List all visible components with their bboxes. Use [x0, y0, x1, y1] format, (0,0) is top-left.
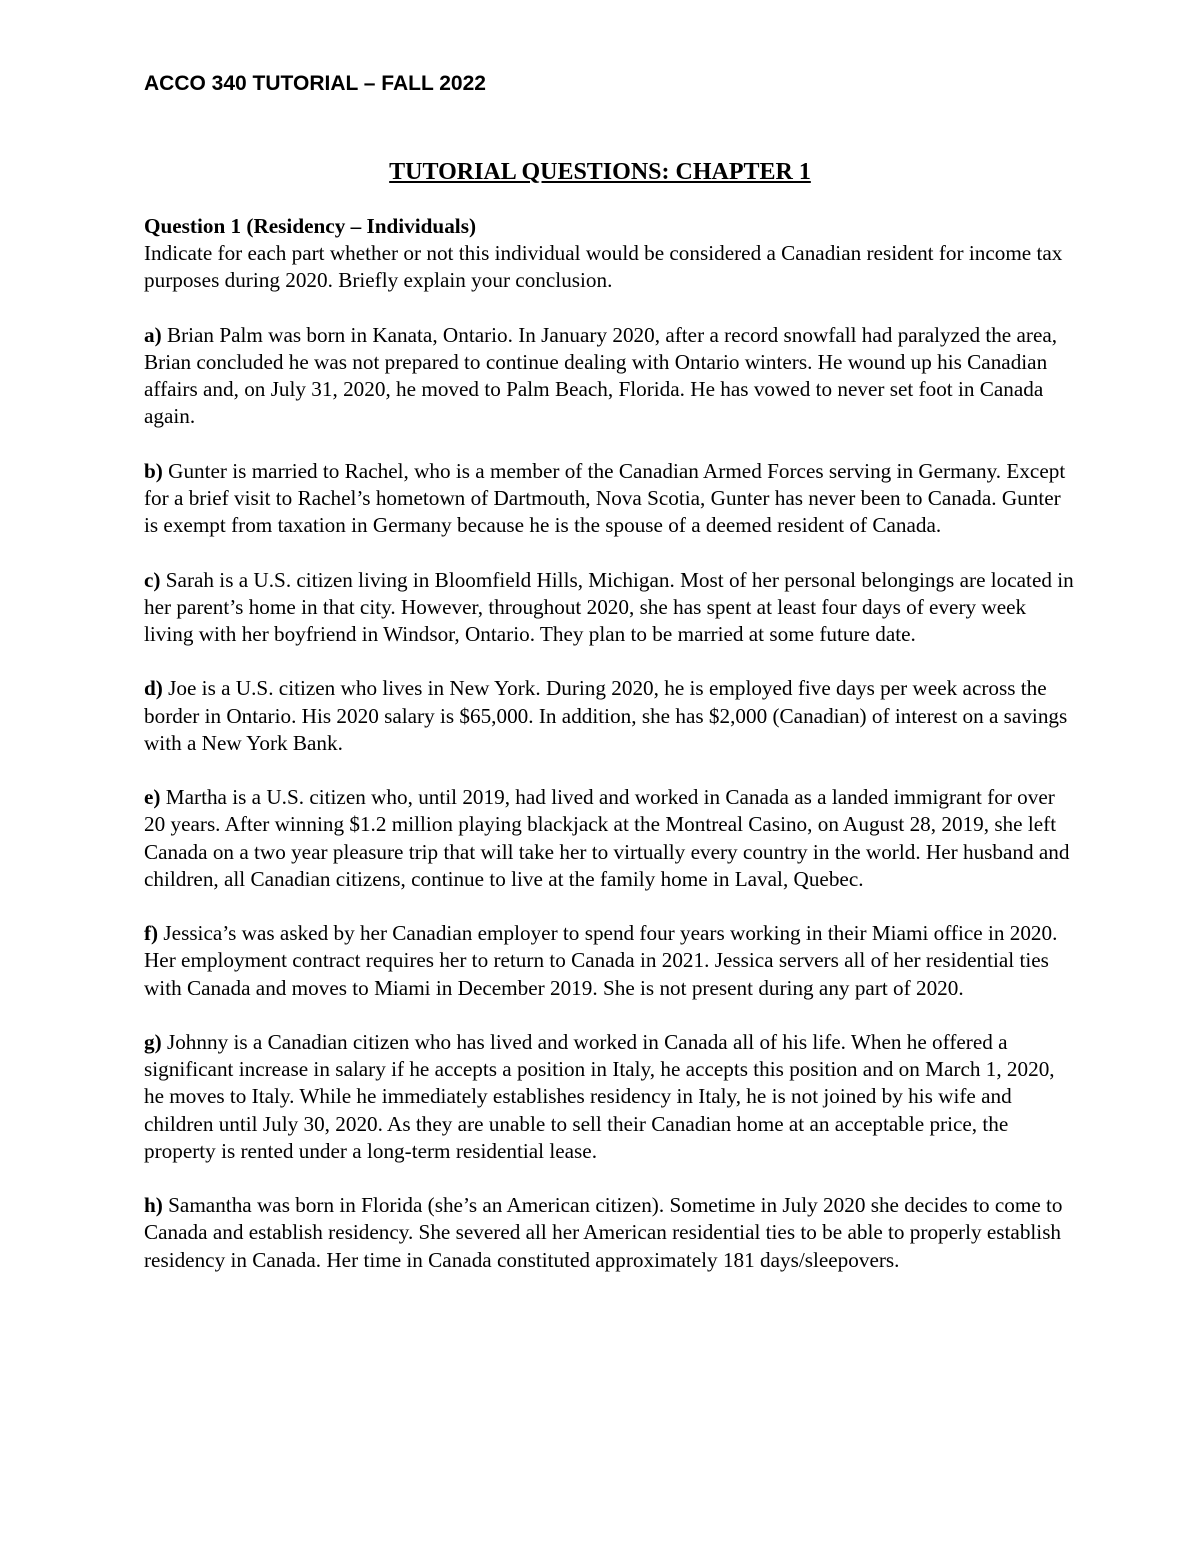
part-text: Johnny is a Canadian citizen who has lived and worked in Canada all of his life. When he offered a significant increase in salary if he accepts a position in Italy, he accepts this position and on March 1, 2020, he moves to Italy. While he immediately establishes residency in Italy, he is not joined by his wife and children until July 30, 2020. As they are unable to sell their Canadian home at an acceptable price, the property is rented under a long-term residential lease.: [144, 1029, 1055, 1163]
document-body: [144, 213, 1074, 1301]
part-label: b): [144, 458, 163, 483]
part-text: Brian Palm was born in Kanata, Ontario. In January 2020, after a record snowfall had paralyzed the area, Brian concluded he was not prepared to continue dealing with Ontario winters. He wound up his Canadian affairs and, on July 31, 2020, he moved to Palm Beach, Florida. He has vowed to never set foot in Canada again.: [144, 322, 1058, 429]
part-text: Samantha was born in Florida (she’s an American citizen). Sometime in July 2020 she decides to come to Canada and establish residency. She severed all her American residential ties to be able to properly establish residency in Canada. Her time in Canada constituted approximately 181 days/sleepovers.: [144, 1193, 1063, 1272]
part-h: [144, 1192, 1074, 1274]
course-header: ACCO 340 TUTORIAL – FALL 2022: [144, 72, 486, 95]
part-label: g): [144, 1029, 162, 1054]
part-text: Sarah is a U.S. citizen living in Bloomfield Hills, Michigan. Most of her personal belongings are located in her parent’s home in that city. However, throughout 2020, she has spent at least four days of every week living with her boyfriend in Windsor, Ontario. They plan to be married at some future date.: [144, 567, 1074, 646]
question-block: [144, 213, 1074, 295]
part-a: [144, 322, 1074, 431]
part-label: f): [144, 921, 159, 946]
part-f: [144, 920, 1074, 1002]
part-label: c): [144, 567, 161, 592]
part-g: [144, 1029, 1074, 1165]
question-heading: Question 1 (Residency – Individuals): [144, 214, 476, 238]
part-e: [144, 784, 1074, 893]
part-label: e): [144, 785, 161, 810]
part-c: [144, 567, 1074, 649]
part-text: Martha is a U.S. citizen who, until 2019, had lived and worked in Canada as a landed immigrant for over 20 years. After winning $1.2 million playing blackjack at the Montreal Casino, on August 28, 2019, she left Canada on a two year pleasure trip that will take her to virtually every country in the world. Her husband and children, all Canadian citizens, continue to live at the family home in Laval, Quebec.: [144, 785, 1070, 891]
part-label: a): [144, 322, 162, 347]
part-b: [144, 458, 1074, 540]
question-instructions: Indicate for each part whether or not this individual would be considered a Canadian resident for income tax purposes during 2020. Briefly explain your conclusion.: [144, 241, 1063, 293]
part-d: [144, 675, 1074, 757]
part-label: d): [144, 676, 163, 701]
part-text: Joe is a U.S. citizen who lives in New York. During 2020, he is employed five days per week across the border in Ontario. His 2020 salary is $65,000. In addition, she has $2,000 (Canadian) of interest on a savings with a New York Bank.: [144, 676, 1068, 755]
page-title: TUTORIAL QUESTIONS: CHAPTER 1: [389, 159, 811, 185]
part-text: Jessica’s was asked by her Canadian employer to spend four years working in their Miami office in 2020. Her employment contract requires her to return to Canada in 2021. Jessica servers all of her residential ties with Canada and moves to Miami in December 2019. She is not present during any part of 2020.: [144, 921, 1058, 1000]
part-label: h): [144, 1193, 163, 1218]
part-text: Gunter is married to Rachel, who is a member of the Canadian Armed Forces serving in Germany. Except for a brief visit to Rachel’s hometown of Dartmouth, Nova Scotia, Gunter has never been to Canada. Gunter is exempt from taxation in Germany because he is the spouse of a deemed resident of Canada.: [144, 458, 1066, 538]
